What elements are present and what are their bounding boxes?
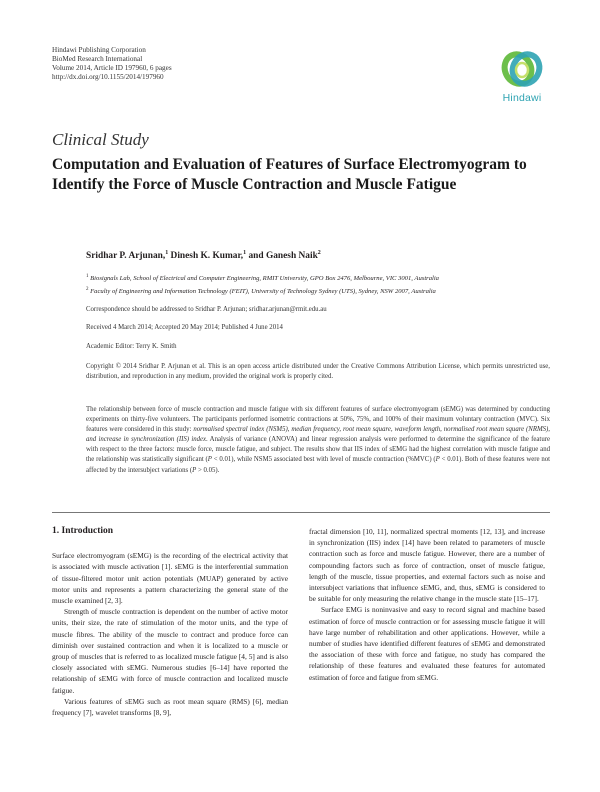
abstract — [86, 405, 550, 476]
abstract-features-italic: normalised spectral index (NSM5), median frequency, root mean square, waveform length, normalised root mean square (NRMS), and increase in synchronization (IIS) index — [86, 426, 551, 444]
affiliation-2-number: 2 — [86, 287, 89, 293]
body-column-left — [52, 526, 288, 718]
journal-line: BioMed Research International — [52, 55, 143, 63]
author-1-affil: 1 — [165, 250, 169, 256]
abstract-text-5: > 0.05). — [196, 466, 220, 474]
author-2[interactable]: Dinesh K. Kumar, — [168, 251, 244, 262]
abstract-text-1: The relationship between force of muscle contraction and muscle fatigue with six different features of surface electromyogram (sEMG) was determined by conducting experiments on thirty-five volunteers. The participants performed isometric contractions at 50%, 75%, and 100% of their maximum voluntary contraction (MVC). Six features were considered in this study: — [86, 406, 550, 434]
journal-header — [52, 46, 172, 82]
p-value-symbol: P — [435, 456, 440, 464]
intro-paragraph-4: Surface EMG is noninvasive and easy to record signal and machine based estimation of force of muscle contraction or for assessing muscle fatigue it will have large number of rehabilitation and other applications. However, while a number of studies have identified different features of sEMG and demonstrated the association of these with force and fatigue, no study has compared the relationship of these features and evaluated these features for automated estimation of force and fatigue from sEMG. — [309, 605, 545, 682]
affiliation-2 — [86, 284, 439, 297]
author-3[interactable]: and Ganesh Naik — [246, 251, 318, 262]
affiliation-1-text: Biosignals Lab, School of Electrical and Computer Engineering, RMIT University, GPO Box 2476, Melbourne, VIC 3001, Australia — [90, 275, 439, 283]
section-heading-introduction: 1. Introduction — [52, 526, 114, 536]
affiliation-1-number: 1 — [86, 274, 89, 279]
affiliation-1 — [86, 271, 439, 284]
section-divider — [52, 512, 550, 513]
body-column-right — [309, 526, 545, 683]
author-1[interactable]: Sridhar P. Arjunan, — [86, 251, 166, 262]
author-3-affil: 2 — [317, 250, 321, 256]
abstract-text-3: < 0.01), while NSM5 associated best with level of muscle contraction (%MVC) ( — [211, 456, 436, 464]
publisher-line: Hindawi Publishing Corporation — [52, 46, 146, 54]
hindawi-logo — [494, 46, 550, 110]
paper-title: Computation and Evaluation of Features of Surface Electromyogram to Identify the Force of Muscle Contraction and Muscle Fatigue — [52, 156, 527, 193]
p-value-symbol: P — [207, 456, 212, 464]
abstract-text-4: < 0.01). Both of these features were not affected by the intersubject variations ( — [86, 456, 551, 474]
affiliations — [86, 271, 439, 297]
intro-paragraph-3: Various features of sEMG such as root mean square (RMS) [6], median frequency [7], wavelet transforms [8, 9], — [52, 696, 288, 718]
intro-paragraph-1: Surface electromyogram (sEMG) is the recording of the electrical activity that is associated with muscle activation [1]. sEMG is the interferential summation of tissue-filtered motor unit action potentials (MUAP) generated by active motor units and represents a pattern characterizing the general state of the muscle examined [2, 3]. — [52, 551, 288, 606]
copyright-notice: Copyright © 2014 Sridhar P. Arjunan et al. This is an open access article distributed under the Creative Commons Attribution License, which permits unrestricted use, distribution, and reproduction in any medium, provided the original work is properly cited. — [86, 363, 550, 380]
intro-paragraph-2: Strength of muscle contraction is dependent on the number of active motor units, their size, the rate of stimulation of the motor units, and the type of muscle fibres. The ability of the muscle to contract and produce force can diminish over sustained contraction and when it is localized to a muscle or group of muscles that is referred to as localized muscle fatigue [4, 5] and is also closely associated with sEMG. Numerous studies [6–14] have reported the relationship of sEMG with force of muscle contraction and localized muscle fatigue. — [52, 607, 288, 695]
affiliation-2-text: Faculty of Engineering and Information Technology (FEIT), University of Technology Sydney (UTS), Sydney, NSW 2007, Australia — [90, 288, 436, 296]
doi-link[interactable]: http://dx.doi.org/10.1155/2014/197960 — [52, 73, 164, 81]
article-type: Clinical Study — [52, 130, 149, 149]
volume-line: Volume 2014, Article ID 197960, 6 pages — [52, 64, 172, 72]
academic-editor: Academic Editor: Terry K. Smith — [86, 343, 177, 350]
correspondence: Correspondence should be addressed to Sridhar P. Arjunan; sridhar.arjunan@rmit.edu.au — [86, 306, 327, 313]
abstract-text-2: . Analysis of variance (ANOVA) and linear regression analysis were performed to determine the significance of the feature with respect to the three factors: muscle force, muscle fatigue, and subject. The results show that IIS index of sEMG had the highest correlation with muscle fatigue and the relationship was statistically significant ( — [86, 436, 550, 464]
intro-paragraph-3-continued: fractal dimension [10, 11], normalized spectral moments [12, 13], and increase in synchronization (IIS) index [14] have been related to parameters of muscle contraction such as force and muscle fatigue. However, there are a number of compounding factors such as force of contraction, onset of muscle fatigue, length of the muscle, tissue properties, and external factors such as noise and intersubject variations that influence sEMG, and, thus, sEMG is considered to be suitable for only measuring the relative change in the muscle state [15–17]. — [309, 527, 545, 604]
hindawi-logo-text: Hindawi — [502, 92, 542, 104]
p-value-symbol: P — [192, 466, 197, 474]
hindawi-rings-icon — [494, 46, 550, 92]
publication-dates: Received 4 March 2014; Accepted 20 May 2014; Published 4 June 2014 — [86, 324, 283, 331]
author-list — [86, 250, 321, 261]
author-2-affil: 1 — [243, 250, 247, 256]
